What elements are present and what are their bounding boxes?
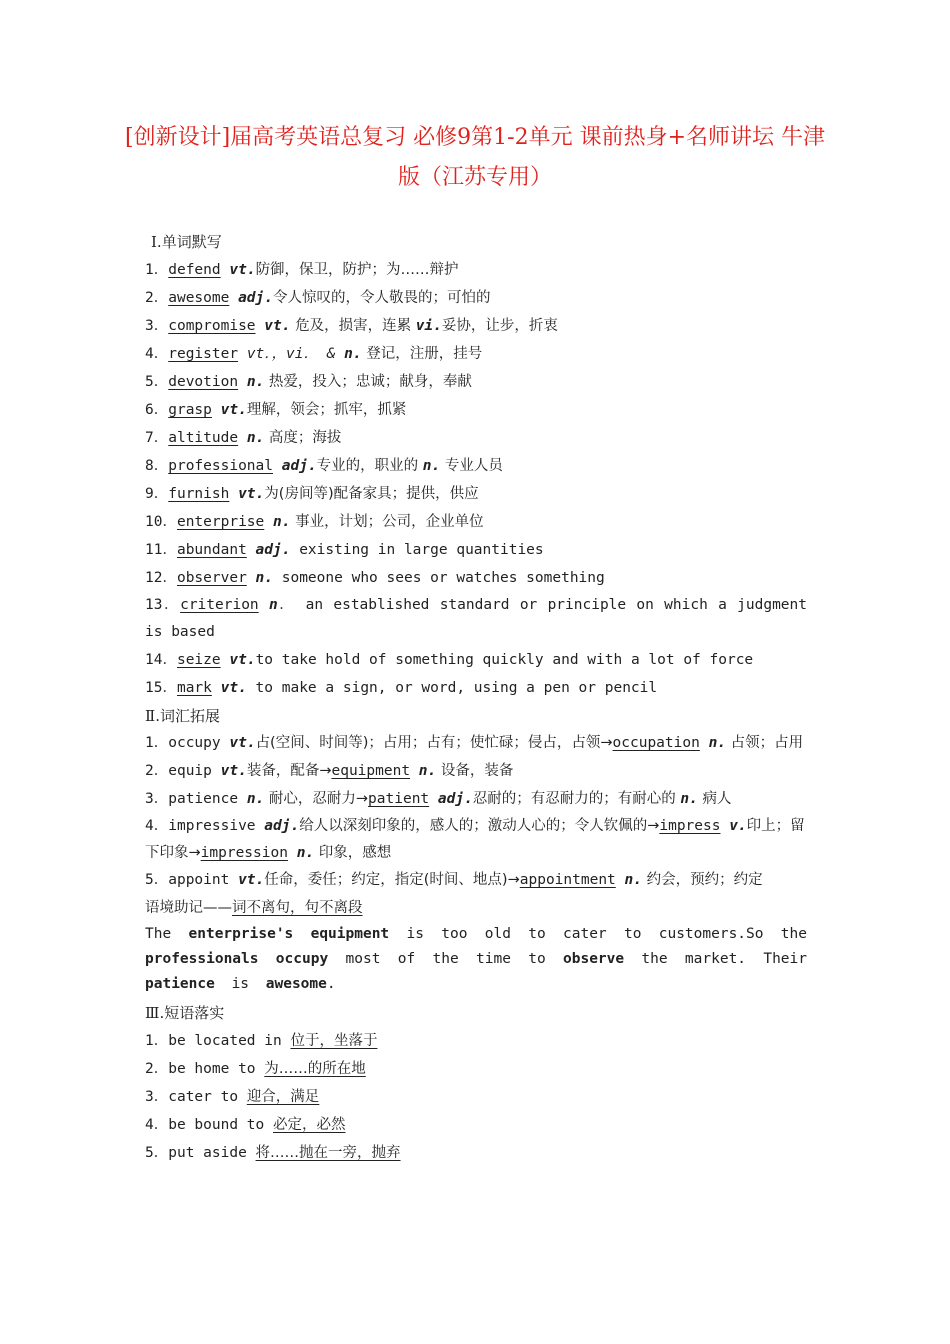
expand-item-3: 3．patience n. 耐心，忍耐力→patient adj.忍耐的；有忍耐力的；有耐心的 n. 病人 (145, 791, 732, 807)
context-paragraph: The enterprise's equipment is too old to cater to customers.So the professionals occupy most of the time to observe the market. Their patience is awesome. (145, 926, 807, 992)
answer-phrase: 迎合，满足 (246, 1089, 320, 1105)
memory-aid: 语境助记——词不离句，句不离段 (145, 900, 363, 916)
vocab-item-13: 13．criterion n． an established standard or principle on which a judgment is based (145, 597, 807, 640)
answer-word: observer (176, 570, 247, 586)
vocab-item-7: 7．altitude n. 高度；海拔 (145, 430, 342, 446)
answer-word: criterion (180, 597, 259, 613)
answer-word: professional (168, 458, 273, 474)
answer-phrase: 为……的所在地 (264, 1061, 366, 1077)
answer-word: equipment (331, 763, 411, 779)
answer-word: seize (176, 652, 221, 668)
vocab-item-5: 5．devotion n. 热爱，投入；忠诚；献身，奉献 (145, 374, 472, 390)
vocab-item-3: 3．compromise vt. 危及，损害，连累 vi.妥协，让步，折衷 (145, 318, 558, 334)
section-1-heading: Ⅰ.单词默写 (151, 233, 222, 251)
answer-word: impress (659, 818, 721, 834)
vocab-item-1: 1．defend vt.防御，保卫，防护；为……辩护 (145, 262, 459, 278)
document-title: [创新设计]届高考英语总复习 必修9第1-2单元 课前热身+名师讲坛 牛津版（江苏专用） (124, 125, 825, 190)
vocab-item-15: 15．mark vt. to make a sign, or word, using a pen or pencil (145, 680, 658, 696)
answer-phrase: 词不离句，句不离段 (232, 900, 363, 916)
vocab-item-4: 4．register vt．，vi． & n. 登记，注册，挂号 (145, 346, 483, 362)
answer-phrase: 将……抛在一旁，抛弃 (255, 1145, 401, 1161)
vocab-item-8: 8．professional adj.专业的，职业的 n. 专业人员 (145, 458, 503, 474)
vocab-item-12: 12．observer n. someone who sees or watches something (145, 570, 605, 586)
answer-word: grasp (168, 402, 212, 418)
phrase-item-4: 4．be bound to 必定，必然 (145, 1117, 346, 1133)
section-2-heading: Ⅱ.词汇拓展 (145, 707, 220, 725)
answer-word: furnish (168, 486, 230, 502)
vocab-item-6: 6．grasp vt.理解，领会；抓牢，抓紧 (145, 402, 407, 418)
expand-item-4: 4．impressive adj.给人以深刻印象的，感人的；激动人心的；令人钦佩的→impress v.印上；留下印象→impression n. 印象，感想 (145, 818, 805, 861)
phrase-item-2: 2．be home to 为……的所在地 (145, 1061, 366, 1077)
document-body (145, 228, 807, 1167)
phrase-item-3: 3．cater to 迎合，满足 (145, 1089, 320, 1105)
vocab-item-10: 10．enterprise n. 事业，计划；公司，企业单位 (145, 514, 484, 530)
answer-word: occupation (612, 735, 700, 751)
answer-word: register (168, 346, 239, 362)
answer-word: defend (168, 262, 221, 278)
answer-word: abundant (176, 542, 247, 558)
expand-item-2: 2．equip vt.装备，配备→equipment n. 设备，装备 (145, 763, 514, 779)
answer-word: enterprise (176, 514, 265, 530)
phrase-item-5: 5．put aside 将……抛在一旁，抛弃 (145, 1145, 401, 1161)
answer-word: appointment (519, 872, 616, 888)
section-3-heading: Ⅲ.短语落实 (145, 1004, 225, 1022)
vocab-item-9: 9．furnish vt.为(房间等)配备家具；提供，供应 (145, 486, 479, 502)
answer-word: patient (368, 791, 430, 807)
vocab-item-2: 2．awesome adj.令人惊叹的，令人敬畏的；可怕的 (145, 290, 491, 306)
answer-word: compromise (168, 318, 256, 334)
answer-word: devotion (168, 374, 239, 390)
answer-word: awesome (168, 290, 230, 306)
answer-phrase: 位于，坐落于 (290, 1033, 378, 1049)
vocab-item-11: 11．abundant adj. existing in large quantities (145, 542, 544, 558)
expand-item-1: 1．occupy vt.占(空间、时间等)；占用；占有；使忙碌；侵占，占领→occupation n. 占领；占用 (145, 735, 804, 751)
answer-word: impression (200, 845, 288, 861)
answer-word: mark (176, 680, 212, 696)
answer-phrase: 必定，必然 (273, 1117, 346, 1133)
answer-word: altitude (168, 430, 239, 446)
expand-item-5: 5．appoint vt.任命，委任；约定，指定(时间、地点)→appointment n. 约会，预约；约定 (145, 872, 763, 888)
phrase-item-1: 1．be located in 位于，坐落于 (145, 1033, 378, 1049)
vocab-item-14: 14．seize vt.to take hold of something quickly and with a lot of force (145, 652, 754, 668)
